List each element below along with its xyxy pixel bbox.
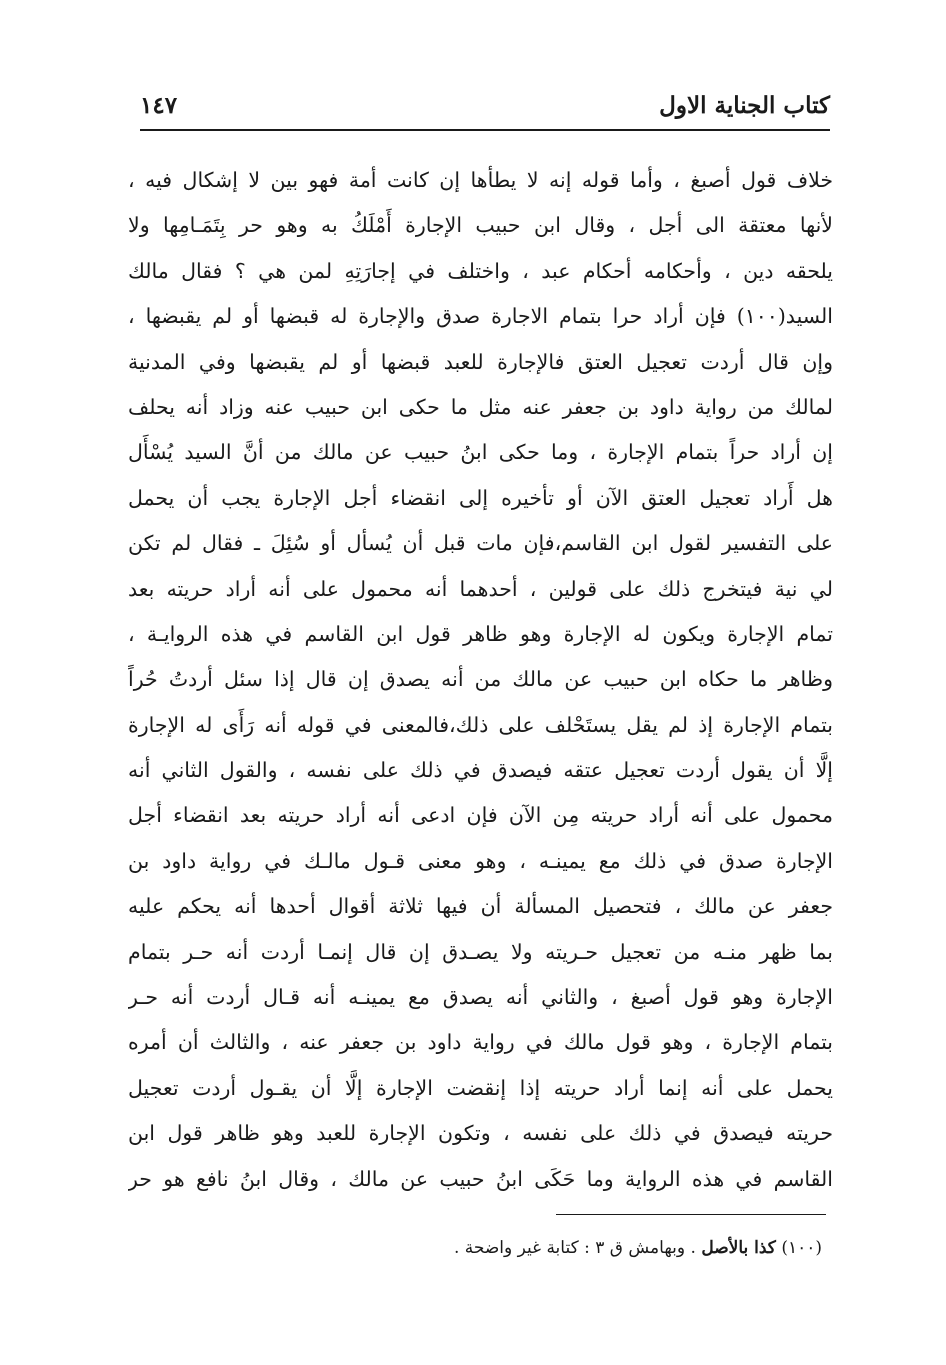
main-text-block xyxy=(128,158,833,1202)
header-divider xyxy=(140,129,830,131)
text-line: هل أَراد تعجيل العتق الآن أو تأخيره إلى انقضاء أجل الإجارة يجب أن يحمل xyxy=(128,485,833,510)
text-line: بما ظهر منـه من تعجيل حـريته ولا يصـدق إن قال إنمـا أردت أنه حـر بتمام xyxy=(128,939,833,964)
text-line: القاسم في هذه الرواية وما حَكَى ابنُ حبيب عن مالك ، وقال ابنُ نافع هو حر xyxy=(128,1166,833,1191)
running-header xyxy=(140,88,830,124)
text-line: لي نية فيتخرج ذلك على قولين ، أحدهما أنه محمول على أنه أراد حريته بعد xyxy=(128,576,833,601)
text-line: وإن قال أردت تعجيل العتق فالإجارة للعبد قبضها أو لم يقبضها وفي المدنية xyxy=(128,349,833,374)
text-line: على التفسير لقول ابن القاسم،فإن مات قبل أن يُسأل أو سُئِلَ ـ فقال لم تكن xyxy=(128,531,833,556)
page-number: ١٤٧ xyxy=(140,92,178,119)
text-line: بتمام الإجارة إذ لم يقل يستَحْلف على ذلك،فالمعنى في قوله أنه رَأَى له الإجارة xyxy=(128,712,833,737)
text-line: خلاف قول أصبغ ، وأما قوله إنه لا يطأها إن كانت أمة فهو بين لا إشكال فيه ، xyxy=(128,168,833,192)
text-line: لأنها معتقة الى أجل ، وقال ابن حبيب الإجارة أَمْلَكُ به وهو حر بِتَمَـامِها ولا xyxy=(128,213,833,238)
text-line: يحمل على أنه إنما أراد حريته إذا إنقضت الإجارة إلَّا أن يقـول أردت تعجيل xyxy=(128,1075,833,1100)
text-line: الإجارة صدق في ذلك مع يمينـه ، وهو معنى قـول مالـك في رواية داود بن xyxy=(128,848,833,873)
text-line: جعفر عن مالك ، فتحصيل المسألة أن فيها ثلاثة أقوال أحدها أنه يحكم عليه xyxy=(128,894,833,919)
text-line: الإجارة وهو قول أصبغ ، والثاني أنه يصدق مع يمينـه أنه قـال أردت أنه حـر xyxy=(128,985,833,1010)
footnote-text: . وبهامش ق ٣ : كتابة غير واضحة . xyxy=(453,1238,696,1258)
footnote xyxy=(454,1238,822,1258)
text-line: يلحقه دين ، وأحكامه أحكام عبد ، واختلف في إجارَتِهِ لمن هي ؟ فقال مالك xyxy=(128,258,833,283)
footnote-lead: كذا بالأصل xyxy=(701,1238,776,1258)
text-line: بتمام الإجارة ، وهو قول مالك في رواية داود بن جعفر عنه ، والثالث أن أمره xyxy=(128,1030,833,1055)
text-line: وظاهر ما حكاه ابن حبيب عن مالك من أنه يصدق إن قال إذا سئل أردتُ حُراً xyxy=(128,667,833,692)
chapter-title: كتاب الجناية الاول xyxy=(659,92,830,119)
text-line: السيد(١٠٠) فإن أراد حرا بتمام الاجارة صدق والإجارة له قبضها أو لم يقبضها ، xyxy=(128,304,833,329)
text-line: تمام الإجارة ويكون له الإجارة وهو ظاهر قول ابن القاسم في هذه الروايـة ، xyxy=(128,621,833,646)
footnote-marker: (١٠٠) xyxy=(781,1238,822,1258)
text-line: حريته فيصدق في ذلك على نفسه ، وتكون الإجارة للعبد وهو ظاهر قول ابن xyxy=(128,1121,833,1146)
text-line: إلَّا أن يقول أردت تعجيل عتقه فيصدق في ذلك على نفسه ، والقول الثاني أنه xyxy=(128,758,833,783)
footnote-divider xyxy=(556,1214,826,1215)
text-line: إن أراد حراً بتمام الإجارة ، وما حكى ابنُ حبيب عن مالك من أنَّ السيد يُسْأَل xyxy=(128,440,833,465)
text-line: محمول على أنه أراد حريته مِن الآن فإن ادعى أنه أراد حريته بعد انقضاء أجل xyxy=(128,803,833,828)
text-line: لمالك من رواية داود بن جعفر عنه مثل ما حكى ابن حبيب عنه وزاد أنه يحلف xyxy=(128,394,833,419)
